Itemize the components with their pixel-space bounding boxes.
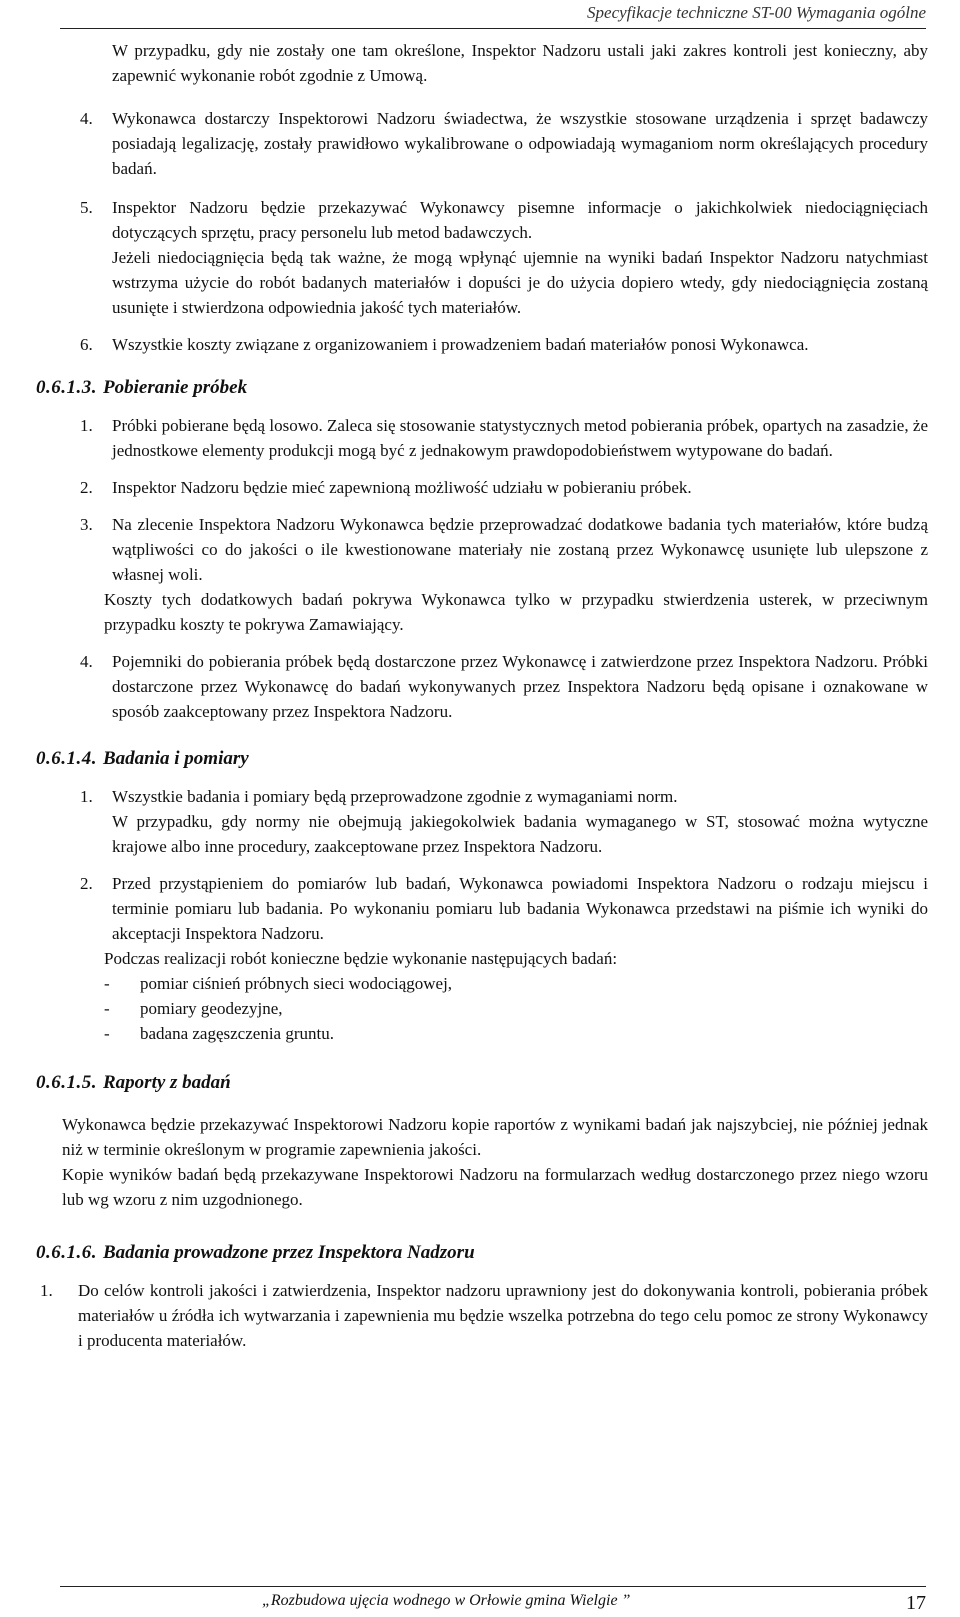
- section-number: 0.6.1.4.: [36, 748, 97, 769]
- section-number: 0.6.1.3.: [36, 377, 97, 398]
- list-text-extra: Koszty tych dodatkowych badań pokrywa Wykonawca tylko w przypadku stwierdzenia usterek, w przeciwnym przypadku koszty te pokrywa Zamawiający.: [104, 590, 928, 634]
- list-item: [40, 1278, 928, 1353]
- list-number: 1.: [80, 416, 93, 435]
- list-text: Do celów kontroli jakości i zatwierdzenia, Inspektor nadzoru uprawniony jest do dokonywania kontroli, pobierania próbek materiałów u źródła ich wytwarzania i zapewnienia mu będzie wszelka potrzebna do tego celu pomoc ze strony Wykonawcy i producenta materiałów.: [78, 1281, 928, 1350]
- list-number: 1.: [40, 1281, 53, 1300]
- list-number: 4.: [80, 109, 93, 128]
- bullet-item: [104, 996, 960, 1021]
- list-text: Przed przystąpieniem do pomiarów lub badań, Wykonawca powiadomi Inspektora Nadzoru o rodzaju miejscu i terminie pomiaru lub badania. Po wykonaniu pomiaru lub badania Wykonawca przedstawi na piśmie ich wyniki do akceptacji Inspektora Nadzoru.: [112, 874, 928, 943]
- bullet-text: pomiary geodezyjne,: [140, 999, 283, 1018]
- list-text: Inspektor Nadzoru będzie mieć zapewnioną możliwość udziału w pobieraniu próbek.: [112, 478, 692, 497]
- list-text-extra: Jeżeli niedociągnięcia będą tak ważne, że mogą wpłynąć ujemnie na wyniki badań Inspektor Nadzoru natychmiast wstrzyma użycie do robót badanych materiałów i dopuści je do użycia dopiero wtedy, gdy niedociągnięcia zostaną usunięte i stwierdzona odpowiednia jakość tych materiałów.: [112, 248, 928, 317]
- list-item: [80, 195, 928, 320]
- bullet-item: [104, 1021, 960, 1046]
- bullet-text: pomiar ciśnień próbnych sieci wodociągowej,: [140, 974, 453, 993]
- section-heading: [36, 1070, 960, 1096]
- list-text: Inspektor Nadzoru będzie przekazywać Wykonawcy pisemne informacje o jakichkolwiek niedociągnięciach dotyczących sprzętu, pracy personelu lub metod badawczych.: [112, 198, 928, 242]
- list-number: 5.: [80, 198, 93, 217]
- section-number: 0.6.1.5.: [36, 1072, 97, 1093]
- page-number: 17: [906, 1592, 926, 1614]
- list-text: Wykonawca dostarczy Inspektorowi Nadzoru świadectwa, że wszystkie stosowane urządzenia i sprzęt badawczy posiadają legalizację, zostały prawidłowo wykalibrowane o odpowiadają wymaganiom norm określających procedury badań.: [112, 109, 928, 178]
- document-body: [0, 38, 960, 1353]
- bullet-dash: -: [104, 999, 110, 1018]
- section-heading: [36, 746, 960, 772]
- list-number: 4.: [80, 652, 93, 671]
- paragraph: Kopie wyników badań będą przekazywane Inspektorowi Nadzoru na formularzach według dostarczonego przez niego wzoru lub wg wzoru z nim uzgodnionego.: [62, 1165, 928, 1209]
- list-number: 6.: [80, 335, 93, 354]
- list-number: 3.: [80, 515, 93, 534]
- list-item: [80, 649, 928, 724]
- section-heading: [36, 375, 960, 401]
- section-title: Pobieranie próbek: [103, 377, 248, 398]
- list-number: 2.: [80, 874, 93, 893]
- section-title: Badania i pomiary: [103, 748, 249, 769]
- list-text: Wszystkie badania i pomiary będą przeprowadzone zgodnie z wymaganiami norm.: [112, 787, 678, 806]
- list-item: [80, 871, 928, 946]
- page-header: [60, 0, 926, 29]
- section-heading: [36, 1240, 960, 1266]
- list-text: Pojemniki do pobierania próbek będą dostarczone przez Wykonawcę i zatwierdzone przez Inspektora Nadzoru. Próbki dostarczone przez Wykonawcę do badań wykonywanych przez Inspektora Nadzoru będą opisane i oznakowane w sposób zaakceptowany przez Inspektora Nadzoru.: [112, 652, 928, 721]
- bullet-text: badana zagęszczenia gruntu.: [140, 1024, 334, 1043]
- bullet-dash: -: [104, 974, 110, 993]
- page-footer: [60, 1586, 926, 1615]
- bullet-item: [104, 971, 960, 996]
- list-item: [80, 106, 928, 181]
- section-title: Badania prowadzone przez Inspektora Nadzoru: [103, 1242, 475, 1263]
- section-number: 0.6.1.6.: [36, 1242, 97, 1263]
- required-tests-intro: Podczas realizacji robót konieczne będzie wykonanie następujących badań:: [104, 949, 618, 968]
- list-item: [80, 475, 928, 500]
- list-text: Wszystkie koszty związane z organizowaniem i prowadzeniem badań materiałów ponosi Wykonawca.: [112, 335, 809, 354]
- intro-continuation: W przypadku, gdy nie zostały one tam określone, Inspektor Nadzoru ustali jaki zakres kontroli jest konieczny, aby zapewnić wykonanie robót zgodnie z Umową.: [112, 41, 928, 85]
- paragraph: Wykonawca będzie przekazywać Inspektorowi Nadzoru kopie raportów z wynikami badań jak najszybciej, nie później jednak niż w terminie określonym w programie zapewnienia jakości.: [62, 1115, 928, 1159]
- list-number: 1.: [80, 787, 93, 806]
- list-item: [80, 784, 928, 859]
- list-text-extra: W przypadku, gdy normy nie obejmują jakiegokolwiek badania wymaganego w ST, stosować można wytyczne krajowe albo inne procedury, zaakceptowane przez Inspektora Nadzoru.: [112, 812, 928, 856]
- section-title: Raporty z badań: [103, 1072, 231, 1093]
- list-text: Na zlecenie Inspektora Nadzoru Wykonawca będzie przeprowadzać dodatkowe badania tych materiałów, które budzą wątpliwości co do jakości o ile kwestionowane materiały nie zostaną przez Wykonawcę usunięte lub ulepszone z własnej woli.: [112, 515, 928, 584]
- list-number: 2.: [80, 478, 93, 497]
- bullet-dash: -: [104, 1024, 110, 1043]
- header-title: Specyfikacje techniczne ST-00 Wymagania ogólne: [587, 3, 926, 22]
- list-item: [80, 332, 928, 357]
- list-text: Próbki pobierane będą losowo. Zaleca się stosowanie statystycznych metod pobierania próbek, opartych na zasadzie, że jednostkowe elementy produkcji mogą być z jednakowym prawdopodobieństwem wytypowane do badań.: [112, 416, 928, 460]
- list-item: [80, 413, 928, 463]
- footer-project: „Rozbudowa ujęcia wodnego w Orłowie gmina Wielgie ”: [262, 1592, 631, 1609]
- list-item: [80, 512, 928, 637]
